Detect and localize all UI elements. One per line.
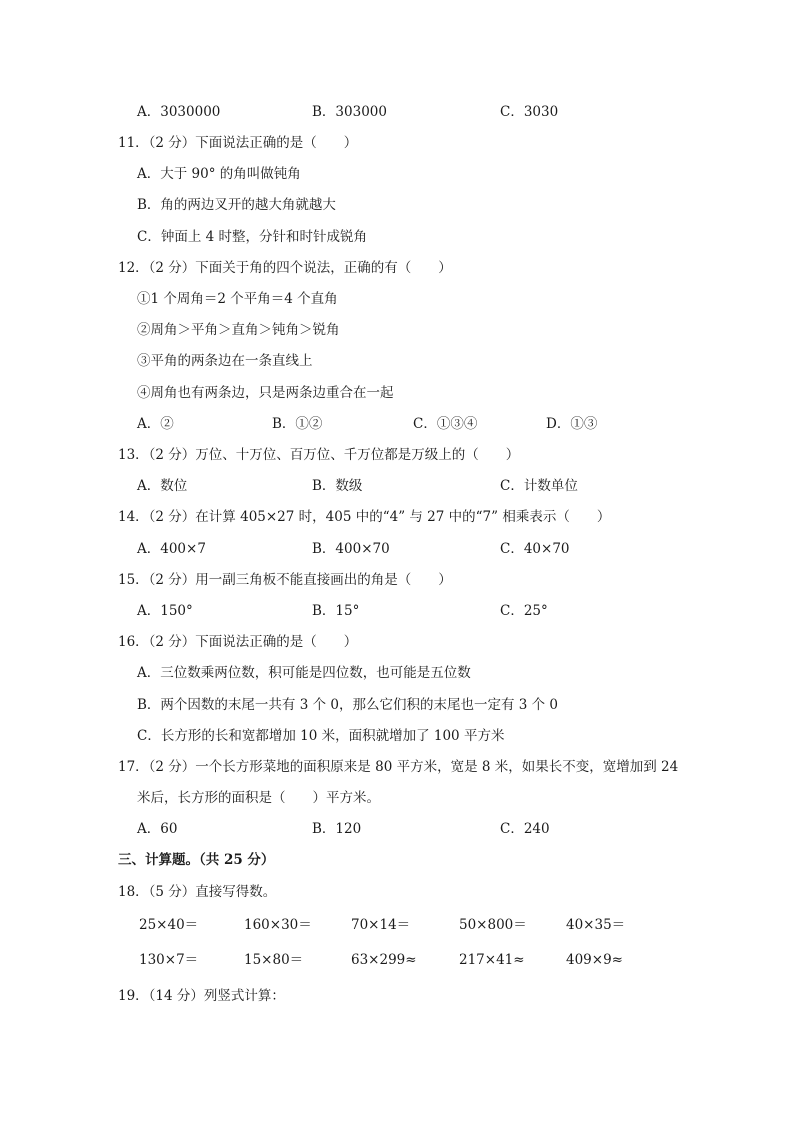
q17-option-c: C．240 [500,821,550,837]
q15-option-a: A．150° [137,603,193,619]
q12-statement-4: ④周角也有两条边，只是两条边重合在一起 [137,385,394,401]
q19-stem: 19．（14 分）列竖式计算： [118,988,285,1004]
q12-statement-1: ①1 个周角＝2 个平角＝4 个直角 [137,291,338,307]
calc-item: 130×7＝ [139,952,199,968]
q17-stem-line1: 17．（2 分）一个长方形菜地的面积原来是 80 平方米，宽是 8 米，如果长不变，宽增加到 24 [118,759,679,775]
q13-option-c: C．计数单位 [500,478,578,494]
q13-option-b: B．数级 [312,478,363,494]
section-3-title: 三、计算题。（共 25 分） [118,852,275,868]
q16-option-c: C．长方形的长和宽都增加 10 米，面积就增加了 100 平方米 [137,728,505,744]
q10-option-c: C．3030 [500,104,559,120]
q13-option-a: A．数位 [137,478,188,494]
q10-option-a: A．3030000 [137,104,221,120]
q14-option-c: C．40×70 [500,541,570,557]
q16-stem: 16．（2 分）下面说法正确的是（ ） [118,634,358,650]
q12-stem: 12．（2 分）下面关于角的四个说法，正确的有（ ） [118,260,452,276]
q12-option-c: C．①③④ [413,416,478,432]
q12-option-d: D．①③ [546,416,598,432]
q17-option-a: A．60 [137,821,178,837]
q11-option-b: B．角的两边叉开的越大角就越大 [137,197,336,213]
calc-item: 25×40＝ [139,917,199,933]
q14-stem: 14．（2 分）在计算 405×27 时，405 中的“4” 与 27 中的“7” 相乘表示（ ） [118,509,611,525]
q14-option-a: A．400×7 [137,541,206,557]
q12-option-a: A．② [137,416,174,432]
q18-stem: 18．（5 分）直接写得数。 [118,884,277,900]
q11-option-c: C．钟面上 4 时整，分针和时针成锐角 [137,229,368,245]
q17-option-b: B．120 [312,821,362,837]
q15-stem: 15．（2 分）用一副三角板不能直接画出的角是（ ） [118,572,452,588]
calc-item: 40×35＝ [566,917,626,933]
calc-item: 217×41≈ [459,952,525,968]
calc-item: 50×800＝ [459,917,527,933]
calc-item: 409×9≈ [566,952,623,968]
q14-option-b: B．400×70 [312,541,390,557]
calc-item: 160×30＝ [244,917,312,933]
q15-option-c: C．25° [500,603,548,619]
calc-item: 63×299≈ [351,952,417,968]
q12-statement-3: ③平角的两条边在一条直线上 [137,353,313,369]
q12-statement-2: ②周角＞平角＞直角＞钝角＞锐角 [137,322,340,338]
calc-item: 70×14＝ [351,917,411,933]
q12-option-b: B．①② [272,416,323,432]
q16-option-a: A．三位数乘两位数，积可能是四位数，也可能是五位数 [137,665,471,681]
q13-stem: 13．（2 分）万位、十万位、百万位、千万位都是万级上的（ ） [118,447,520,463]
calc-item: 15×80＝ [244,952,304,968]
q10-option-b: B．303000 [312,104,387,120]
q11-option-a: A．大于 90° 的角叫做钝角 [137,166,301,182]
q17-stem-line2: 米后，长方形的面积是（ ）平方米。 [137,790,380,806]
q16-option-b: B．两个因数的末尾一共有 3 个 0，那么它们积的末尾也一定有 3 个 0 [137,697,559,713]
q15-option-b: B．15° [312,603,360,619]
q11-stem: 11．（2 分）下面说法正确的是（ ） [118,135,358,151]
